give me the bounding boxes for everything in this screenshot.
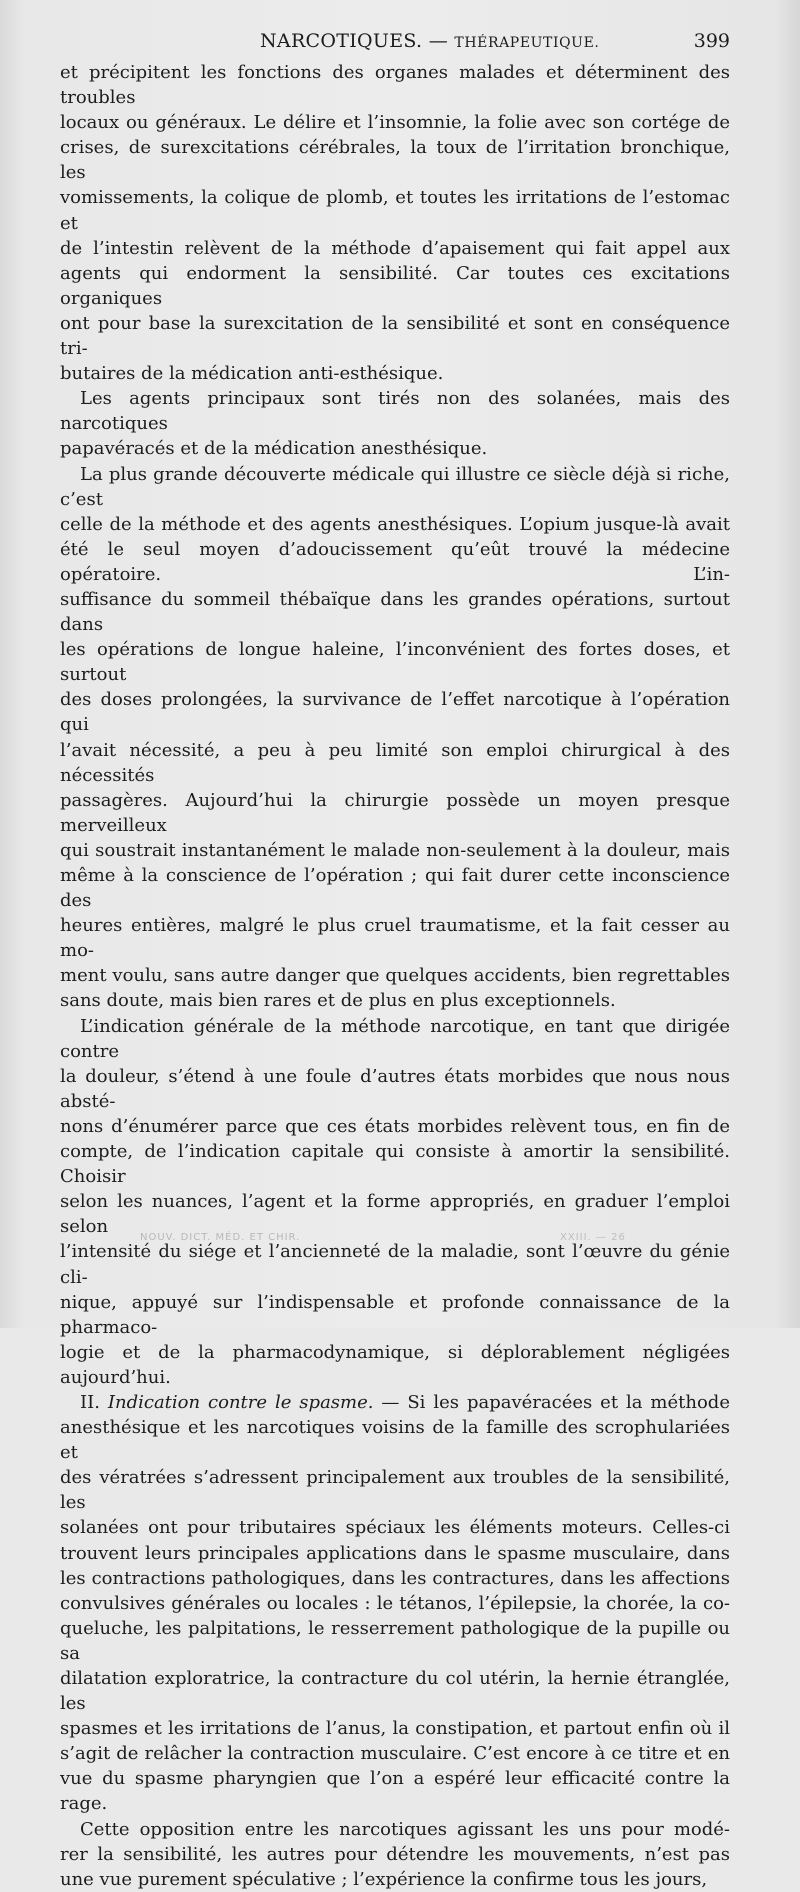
text-line: queluche, les palpitations, le resserrement pathologique de la pupille ou sa xyxy=(60,1617,730,1664)
text-line xyxy=(60,1390,730,1415)
text-line: heures entières, malgré le plus cruel traumatisme, et la fait cesser au mo- xyxy=(60,915,730,962)
text-line: suffisance du sommeil thébaïque dans les grandes opérations, surtout dans xyxy=(60,588,730,636)
text-line: s’agit de relâcher la contraction musculaire. C’est encore à ce titre et en xyxy=(60,1743,730,1765)
text-line: dilatation exploratrice, la contracture du col utérin, la hernie étranglée, les xyxy=(60,1668,730,1715)
bleed-through-text-left: NOUV. DICT. MÉD. ET CHIR. xyxy=(140,1232,301,1243)
text-line: selon les nuances, l’agent et la forme appropriés, en graduer l’emploi selon xyxy=(60,1191,730,1238)
page-number: 399 xyxy=(693,30,730,52)
text-line: celle de la méthode et des agents anesthésiques. L’opium jusque-là avait xyxy=(60,513,730,535)
text-line: locaux ou généraux. Le délire et l’insomnie, la folie avec son cortége de xyxy=(60,112,730,134)
section-title: Indication contre le spasme. xyxy=(107,1391,374,1413)
text-line: les contractions pathologiques, dans les contractures, dans les affections xyxy=(60,1567,730,1589)
text-line: papavéracés et de la médication anesthésique. xyxy=(60,438,488,460)
text-line: les opérations de longue haleine, l’inconvénient des fortes doses, et surtout xyxy=(60,639,730,686)
text-line: compte, de l’indication capitale qui consiste à amortir la sensibilité. Choisir xyxy=(60,1141,730,1188)
text-line: logie et de la pharmacodynamique, si déplorablement négligées aujourd’hui. xyxy=(60,1341,730,1388)
text-line: nique, appuyé sur l’indispensable et profonde connaissance de la pharmaco- xyxy=(60,1291,730,1338)
text-line: même à la conscience de l’opération ; qui fait durer cette inconscience des xyxy=(60,865,730,912)
bleed-through-text-right: XXIII. — 26 xyxy=(560,1232,626,1243)
text-line: des vératrées s’adressent principalement aux troubles de la sensibilité, les xyxy=(60,1467,730,1514)
text-line: Cette opposition entre les narcotiques agissant les uns pour modé- xyxy=(80,1818,730,1840)
text-line: vue du spasme pharyngien que l’on a espéré leur efficacité contre la rage. xyxy=(60,1768,730,1815)
text-line: crises, de surexcitations cérébrales, la toux de l’irritation bronchique, les xyxy=(60,137,730,184)
text-line: l’avait nécessité, a peu à peu limité son emploi chirurgical à des nécessités xyxy=(60,739,730,786)
text-line: sans doute, mais bien rares et de plus en plus exceptionnels. xyxy=(60,990,616,1012)
body-text xyxy=(60,60,730,1892)
text-line: agents qui endorment la sensibilité. Car toutes ces excitations organiques xyxy=(60,262,730,309)
text-line: rer la sensibilité, les autres pour détendre les mouvements, n’est pas xyxy=(60,1843,730,1865)
text-line: une vue purement spéculative ; l’expérience la confirme tous les jours, xyxy=(60,1868,708,1890)
page-header xyxy=(60,30,730,54)
text-line: de l’intestin relèvent de la méthode d’apaisement qui fait appel aux xyxy=(60,237,730,259)
section-number: II. xyxy=(80,1391,100,1413)
text-line: ont pour base la surexcitation de la sensibilité et sont en conséquence tri- xyxy=(60,312,730,360)
text-line: été le seul moyen d’adoucissement qu’eût trouvé la médecine opératoire. L’in- xyxy=(60,538,730,585)
line-text: — Si les papavéracées et la méthode xyxy=(381,1391,730,1413)
text-line: la douleur, s’étend à une foule d’autres états morbides que nous nous absté- xyxy=(60,1065,730,1112)
text-line: L’indication générale de la méthode narcotique, en tant que dirigée contre xyxy=(60,1015,730,1062)
running-head xyxy=(260,30,599,52)
text-line: l’intensité du siége et l’ancienneté de la maladie, sont l’œuvre du génie cli- xyxy=(60,1241,730,1288)
text-line: vomissements, la colique de plomb, et toutes les irritations de l’estomac et xyxy=(60,187,730,234)
text-line: ment voulu, sans autre danger que quelques accidents, bien regrettables xyxy=(60,965,730,987)
running-head-title: NARCOTIQUES. — xyxy=(260,30,449,52)
text-line: anesthésique et les narcotiques voisins de la famille des scrophulariées et xyxy=(60,1417,730,1464)
text-line: et précipitent les fonctions des organes malades et déterminent des troubles xyxy=(60,62,730,109)
running-head-subtitle: THÉRAPEUTIQUE. xyxy=(454,35,600,51)
text-line: convulsives générales ou locales : le tétanos, l’épilepsie, la chorée, la co- xyxy=(60,1592,730,1614)
text-line: nons d’énumérer parce que ces états morbides relèvent tous, en fin de xyxy=(60,1115,730,1137)
text-line: La plus grande découverte médicale qui illustre ce siècle déjà si riche, c’est xyxy=(60,463,730,510)
text-line: trouvent leurs principales applications dans le spasme musculaire, dans xyxy=(60,1542,730,1564)
text-line: passagères. Aujourd’hui la chirurgie possède un moyen presque merveilleux xyxy=(60,789,730,836)
text-line: des doses prolongées, la survivance de l’effet narcotique à l’opération qui xyxy=(60,689,730,736)
text-line: butaires de la médication anti-esthésique. xyxy=(60,363,444,385)
text-line: spasmes et les irritations de l’anus, la constipation, et partout enfin où il xyxy=(60,1718,730,1740)
text-line: solanées ont pour tributaires spéciaux les éléments moteurs. Celles-ci xyxy=(60,1517,730,1539)
text-line: Les agents principaux sont tirés non des solanées, mais des narcotiques xyxy=(60,388,730,435)
text-line: qui soustrait instantanément le malade non-seulement à la douleur, mais xyxy=(60,839,730,861)
